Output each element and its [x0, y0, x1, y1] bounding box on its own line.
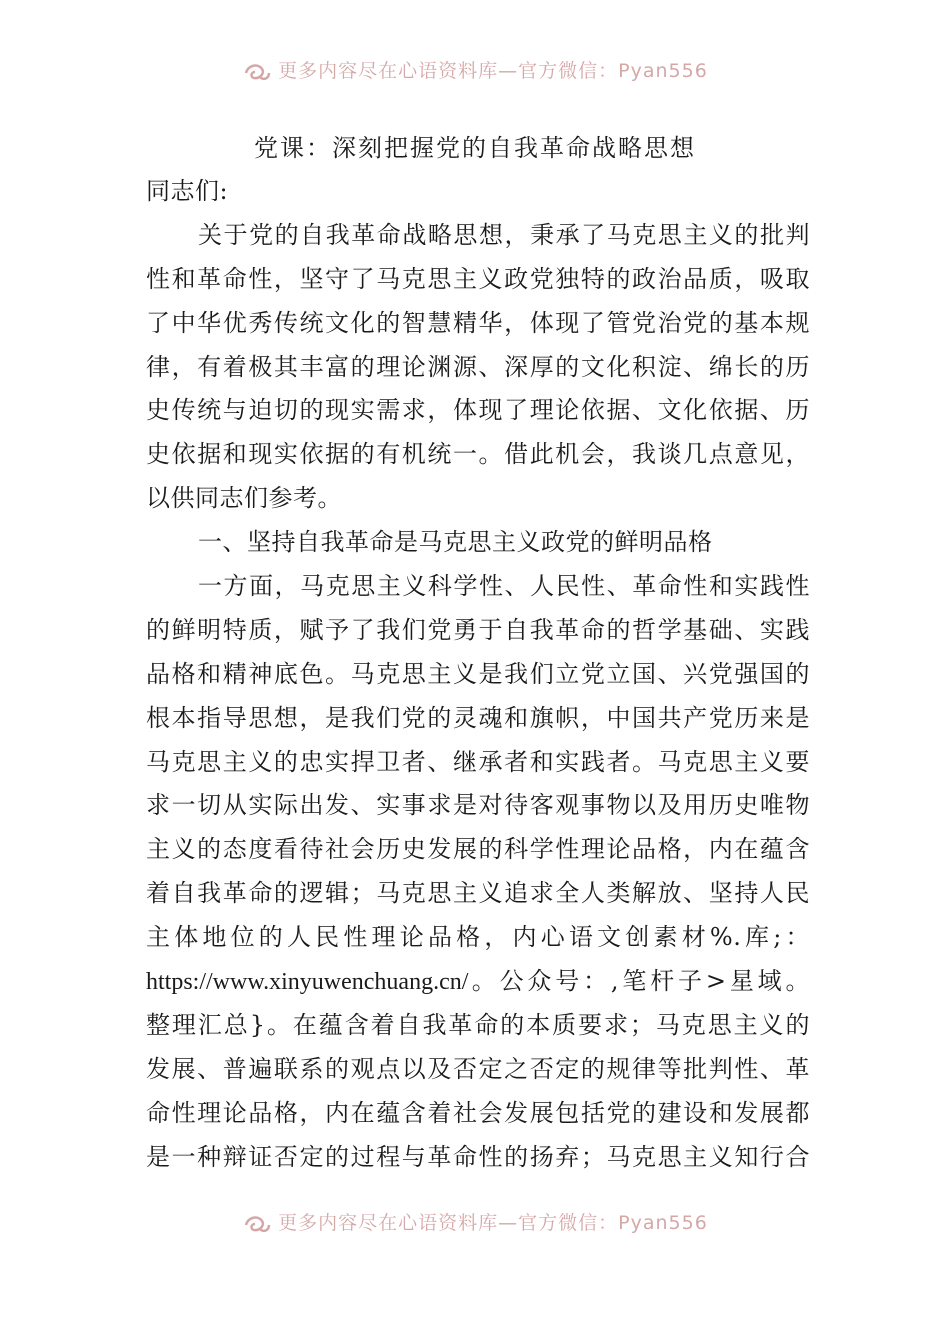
paragraph-line: 命性理论品格，内在蕴含着社会发展包括党的建设和发展都: [146, 1098, 810, 1127]
paragraph-line: 着自我革命的逻辑；马克思主义追求全人类解放、坚持人民: [146, 879, 810, 908]
paragraph-line: 一方面，马克思主义科学性、人民性、革命性和实践性: [198, 572, 810, 601]
section-heading: 一、坚持自我革命是马克思主义政党的鲜明品格: [198, 528, 713, 557]
paragraph-line: 发展、普遍联系的观点以及否定之否定的规律等批判性、革: [146, 1054, 810, 1083]
paragraph-line: 主体地位的人民性理论品格，内心语文创素材%.库;：: [146, 923, 810, 952]
paragraph-line: 主义的态度看待社会历史发展的科学性理论品格，内在蕴含: [146, 835, 810, 864]
paragraph-line: 的鲜明特质，赋予了我们党勇于自我革命的哲学基础、实践: [146, 615, 810, 644]
watermark-text: 更多内容尽在心语资料库—官方微信：Pyan556: [278, 60, 708, 82]
paragraph-line: 整理汇总}。在蕴含着自我革命的本质要求；马克思主义的: [146, 1010, 810, 1039]
paragraph-line: 是一种辩证否定的过程与革命性的扬弃；马克思主义知行合: [146, 1142, 810, 1171]
paragraph-line: 性和革命性，坚守了马克思主义政党独特的政治品质，吸取: [146, 264, 810, 293]
document-title: 党课：深刻把握党的自我革命战略思想: [254, 134, 696, 162]
paragraph-line: 关于党的自我革命战略思想，秉承了马克思主义的批判: [198, 220, 810, 249]
paragraph-line: 品格和精神底色。马克思主义是我们立党立国、兴党强国的: [146, 659, 810, 688]
source-url[interactable]: https://www.xinyuwenchuang.cn/: [146, 969, 469, 996]
document-body: [146, 170, 810, 1179]
logo-icon: [242, 1213, 272, 1235]
paragraph-line: 了中华优秀传统文化的智慧精华，体现了管党治党的基本规: [146, 308, 810, 337]
header-watermark: [0, 56, 950, 83]
paragraph-line: 根本指导思想，是我们党的灵魂和旗帜，中国共产党历来是: [146, 703, 810, 732]
paragraph-line: 以供同志们参考。: [146, 484, 342, 513]
paragraph-line: [146, 960, 810, 1004]
footer-watermark: [0, 1208, 950, 1235]
greeting: 同志们:: [146, 177, 229, 205]
watermark-text: 更多内容尽在心语资料库—官方微信：Pyan556: [278, 1212, 708, 1234]
paragraph-line: 史依据和现实依据的有机统一。借此机会，我谈几点意见，: [146, 440, 810, 469]
paragraph-line: 求一切从实际出发、实事求是对待客观事物以及用历史唯物: [146, 791, 810, 820]
paragraph-line: 马克思主义的忠实捍卫者、继承者和实践者。马克思主义要: [146, 747, 810, 776]
logo-icon: [242, 61, 272, 83]
paragraph-line: 史传统与迫切的现实需求，体现了理论依据、文化依据、历: [146, 396, 810, 425]
paragraph-line: 律，有着极其丰富的理论渊源、深厚的文化积淀、绵长的历: [146, 352, 810, 381]
source-note: 。公众号：,笔杆子>星域。: [468, 967, 810, 996]
